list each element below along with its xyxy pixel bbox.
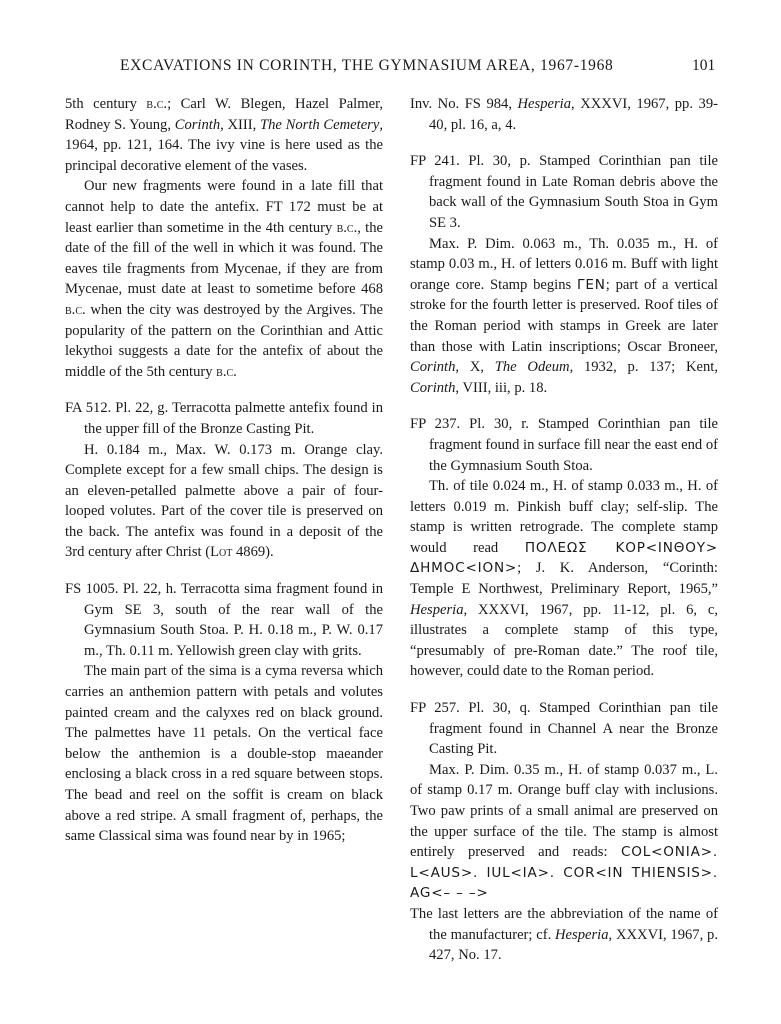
entry-body: Max. P. Dim. 0.063 m., Th. 0.035 m., H. of stamp 0.03 m., H. of letters 0.016 m. Buff with light orange core. Stamp begins ΓΕΝ; part of a vertical stroke for the fourth letter is preserved. Roof tiles of the Roman period with stamps in Greek are later than those with Latin inscriptions; Oscar Broneer, Corinth, X, The Odeum, 1932, p. 137; Kent, Corinth, VIII, iii, p. 18.	[410, 235, 718, 396]
catalog-entry-fp241	[410, 151, 718, 398]
entry-heading: FP 257. Pl. 30, q. Stamped Corinthian pan tile fragment found in Channel A near the Bronze Casting Pit.	[410, 700, 718, 758]
entry-body: Max. P. Dim. 0.35 m., H. of stamp 0.037 m., L. of stamp 0.17 m. Orange buff clay with inclusions. Two paw prints of a small animal are preserved on the upper surface of the tile. The stamp is almost entirely preserved and reads: COL<ONIA>. L<AUS>. IUL<IA>. COR<IN THIENSIS>. AG<– – –>	[410, 761, 718, 902]
entry-body: Th. of tile 0.024 m., H. of stamp 0.033 m., H. of letters 0.019 m. Pinkish buff clay; self-slip. The stamp is written retrograde. The complete stamp would read ΠΟΛΕΩΣ ΚΟΡ<ΙΝΘΟΥ> ΔΗΜΟC<ΙΟΝ>; J. K. Anderson, “Corinth: Temple E Northwest, Preliminary Report, 1965,” Hesperia, XXXVI, 1967, pp. 11-12, pl. 6, c, illustrates a complete stamp of this type, “presumably of pre-Roman date.” The roof tile, however, could date to the Roman period.	[410, 478, 718, 680]
stamp-text: COL<ONIA>. L<AUS>. IUL<IA>. COR<IN THIENSIS>. AG<– – –>	[410, 844, 718, 902]
entry-heading: FP 237. Pl. 30, r. Stamped Corinthian pan tile fragment found in surface fill near the east end of the Gymnasium South Stoa.	[410, 416, 718, 474]
catalog-entry-fp237	[410, 414, 718, 682]
entry-body: H. 0.184 m., Max. W. 0.173 m. Orange clay. Complete except for a few small chips. The design is an eleven-petalled palmette above a pair of four-looped volutes. Part of the cover tile is preserved on the back. The antefix was found in a deposit of the 3rd century after Christ (Lot 4869).	[65, 441, 383, 561]
entry-body: The main part of the sima is a cyma reversa which carries an anthemion pattern with petals and volutes painted cream and the calyxes red on black ground. The palmettes have 11 petals. On the vertical face below the anthemion is a double-stop maeander enclosing a black cross in a red square between stops. The bead and reel on the soffit is cream on black above a red stripe. A small fragment of, perhaps, the same Classical sima was found near by in 1965;	[65, 663, 383, 845]
catalog-entry-fs1005	[65, 579, 383, 847]
left-column	[65, 94, 383, 847]
entry-heading: FP 241. Pl. 30, p. Stamped Corinthian pan tile fragment found in Late Roman debris above the back wall of the Gymnasium South Stoa in Gym SE 3.	[410, 153, 718, 231]
catalog-entry-fa512	[65, 398, 383, 563]
paragraph-continued: Inv. No. FS 984, Hesperia, XXXVI, 1967, pp. 39-40, pl. 16, a, 4.	[410, 96, 718, 133]
paragraph-dating: Our new fragments were found in a late fill that cannot help to date the antefix. FT 172 must be at least earlier than sometime in the 4th century b.c., the date of the fill of the well in which it was found. The eaves tile fragments from Mycenae, if they are from Mycenae, must date at least to sometime before 468 b.c. when the city was destroyed by the Argives. The popularity of the pattern on the Corinthian and Attic lekythoi suggests a date for the antefix of about the middle of the 5th century b.c.	[65, 178, 383, 380]
entry-heading: FS 1005. Pl. 22, h. Terracotta sima fragment found in Gym SE 3, south of the rear wall of the Gymnasium South Stoa. P. H. 0.18 m., P. W. 0.17 m., Th. 0.11 m. Yellowish green clay with grits.	[65, 581, 383, 659]
stamp-text: ΠΟΛΕΩΣ ΚΟΡ<ΙΝΘΟΥ> ΔΗΜΟC<ΙΟΝ>	[410, 539, 718, 577]
paragraph-continued: 5th century b.c.; Carl W. Blegen, Hazel Palmer, Rodney S. Young, Corinth, XIII, The North Cemetery, 1964, pp. 121, 164. The ivy vine is here used as the principal decorative element of the vases.	[65, 96, 383, 174]
running-head: EXCAVATIONS IN CORINTH, THE GYMNASIUM AREA, 1967-1968	[120, 57, 614, 74]
right-column	[410, 94, 718, 966]
catalog-entry-fp257	[410, 698, 718, 966]
entry-note: The last letters are the abbreviation of the name of the manufacturer; cf. Hesperia, XXXVI, 1967, p. 427, No. 17.	[410, 905, 718, 964]
stamp-text: ΓΕΝ	[577, 276, 606, 293]
page-number: 101	[692, 57, 716, 74]
entry-heading: FA 512. Pl. 22, g. Terracotta palmette antefix found in the upper fill of the Bronze Casting Pit.	[65, 400, 383, 437]
